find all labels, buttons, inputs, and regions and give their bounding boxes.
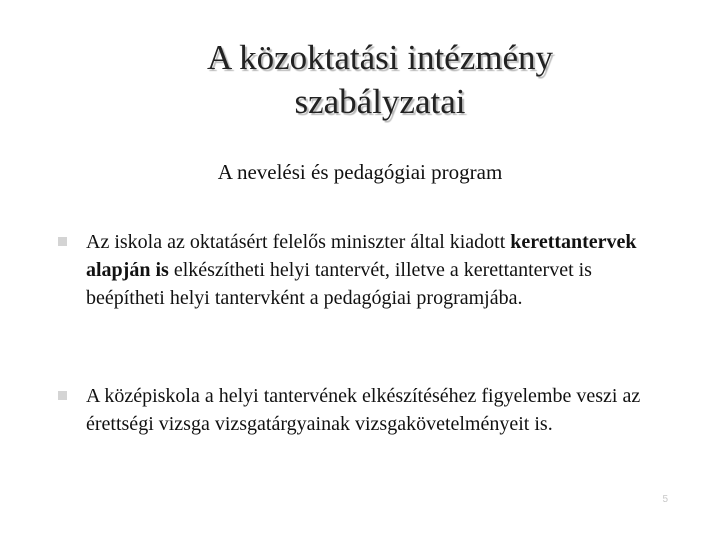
slide-title <box>0 36 720 124</box>
bullet-text-1 <box>86 228 656 312</box>
bullet-1-bold-text: kerettantervek alapján is <box>86 231 637 281</box>
bullet-square-icon <box>58 391 67 400</box>
bullet-1-text-end: elkészítheti helyi tantervét, illetve a kerettantervet is beépítheti helyi tantervként a pedagógiai programjába. <box>86 259 592 309</box>
bullet-square-icon <box>58 237 67 246</box>
bullet-1-text-start: Az iskola az oktatásért felelős miniszter által kiadott <box>86 231 511 253</box>
page-number: 5 <box>662 494 668 505</box>
slide-title-line-1: A közoktatási intézmény <box>206 38 554 77</box>
slide-title-line-2: szabályzatai <box>294 82 466 121</box>
slide-subtitle: A nevelési és pedagógiai program <box>217 160 503 184</box>
bullet-text-2: A középiskola a helyi tantervének elkészítéséhez figyelembe veszi az érettségi vizsga vizsgatárgyainak vizsgakövetelményeit is. <box>86 385 641 435</box>
